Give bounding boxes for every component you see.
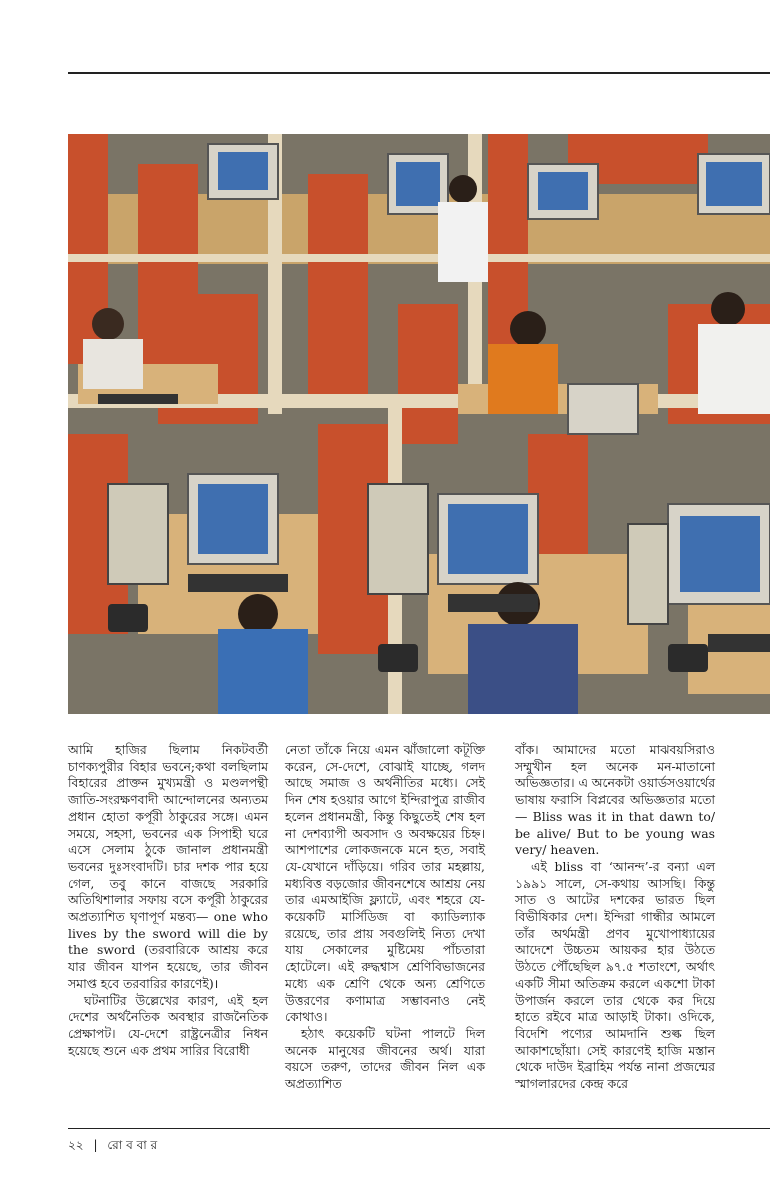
- footer-separator: |: [93, 1138, 98, 1152]
- article-column-1: [68, 742, 268, 1059]
- office-photo: [68, 134, 770, 714]
- article-column-3: [515, 742, 715, 1093]
- paragraph: বাঁক। আমাদের মতো মাঝবয়সিরাও সম্মুখীন হল অনেক মন-মাতানো অভিজ্ঞতার। এ অনেকটা ওয়ার্ডসওয়ার্থের ভাষায় ফরাসি বিপ্লবের অভিজ্ঞতার মতো— Bliss was it in that dawn to/ be alive/ But to be young was very/ heaven.: [515, 742, 716, 858]
- paragraph: ঘটনাটির উল্লেখের কারণ, এই হল দেশের অর্থনৈতিক অবস্থার রাজনৈতিক প্রেক্ষাপট। যে-দেশে রাষ্ট্রনেত্রীর নিধন হয়েছে শুনে এক প্রথম সারির বিরোধী: [68, 992, 268, 1058]
- footer-rule: [68, 1128, 770, 1129]
- header-rule: [68, 72, 770, 74]
- paragraph: নেতা তাঁকে নিয়ে এমন ঝাঁজালো কটূক্তি করেন, সে-দেশে, বোঝাই যাচ্ছে, গলদ আছে সমাজ ও অর্থনীতির মধ্যে। সেই দিন শেষ হওয়ার আগে ইন্দিরাপুত্র রাজীব হলেন প্রধানমন্ত্রী, কিন্তু কিছুতেই শেষ হল না দেশব্যাপী অবসাদ ও অবক্ষয়ের চিহ্ন। আশপাশের লোকজনকে মনে হত, সবাই যে-যেখানে দাঁড়িয়ে। গরিব তার মহল্লায়, মধ্যবিত্ত বড়জোর জীবনশেষে আশ্রয় নেয় তার এমআইজি ফ্ল্যাটে, এবং শহরে যে-কয়েকটি মার্সিডিজ বা ক্যাডিল্যাক রয়েছে, তার প্রায় সবগুলিই নিত্য দেখা যায় সেকালের মুষ্টিমেয় পাঁচতারা হোটেলে। এই রুদ্ধশ্বাস শ্রেণিবিভাজনের মধ্যে এক শ্রেণি থেকে অন্য শ্রেণিতে উত্তরণের কণামাত্র সম্ভাবনাও নেই কোথাও।: [285, 742, 485, 1025]
- magazine-name: রো ব বা র: [107, 1138, 158, 1152]
- page-number: ২২: [68, 1138, 84, 1152]
- page-footer: [68, 1137, 157, 1157]
- paragraph: হঠাৎ কয়েকটি ঘটনা পালটে দিল অনেক মানুষের জীবনের অর্থ। যারা বয়সে তরুণ, তাদের জীবন নিল এক অপ্রত্যাশিত: [285, 1025, 485, 1092]
- paragraph: আমি হাজির ছিলাম নিকটবর্তী চাণক্যপুরীর বিহার ভবনে;কথা বলছিলাম বিহারের প্রাক্তন মুখ্যমন্ত্রী ও মণ্ডলপন্থী জাতি-সংরক্ষণবাদী আন্দোলনের অন্যতম প্রধান হোতা কর্পূরী ঠাকুরের সঙ্গে। এমন সময়ে, সহসা, ভবনের এক সিপাহী ঘরে এসে সেলাম ঠুকে জানাল প্রধানমন্ত্রী ভবনের দুঃসংবাদটি। চার দশক পার হয়ে গেল, তবু কানে বাজছে সরকারি অতিথিশালার সফায় বসে কর্পূরী ঠাকুরের অপ্রত্যাশিত ঘৃণাপূর্ণ মন্তব্য— one who lives by the sword will die by the sword (তরবারিকে আশ্রয় করে যার জীবন যাপন হয়েছে, তার জীবন সমাপ্ত হবে তরবারির কারণেই)।: [68, 742, 268, 991]
- paragraph: এই bliss বা ‘আনন্দ’-র বন্যা এল ১৯৯১ সালে, সে-কথায় আসছি। কিন্তু সাত ও আটের দশকের ভারত ছিল বিভীষিকার দেশ। ইন্দিরা গান্ধীর আমলে তাঁর অর্থমন্ত্রী প্রণব মুখোপাধ্যায়ের আদেশে উচ্চতম আয়কর হার উঠতে উঠতে পৌঁছেছিল ৯৭.৫ শতাংশে, অর্থাৎ একটি সীমা অতিক্রম করলে একশো টাকা উপার্জন করলে তার থেকে কর দিয়ে হাতে রইবে মাত্র আড়াই টাকা। ওদিকে, বিদেশি পণ্যের আমদানি শুল্ক ছিল আকাশছোঁয়া। সেই কারণেই হাজি মস্তান থেকে দাউদ ইব্রাহিম পর্যন্ত নানা প্রজন্মের স্মাগলারদের কেন্দ্র করে: [515, 858, 715, 1092]
- article-column-2: [285, 742, 485, 1093]
